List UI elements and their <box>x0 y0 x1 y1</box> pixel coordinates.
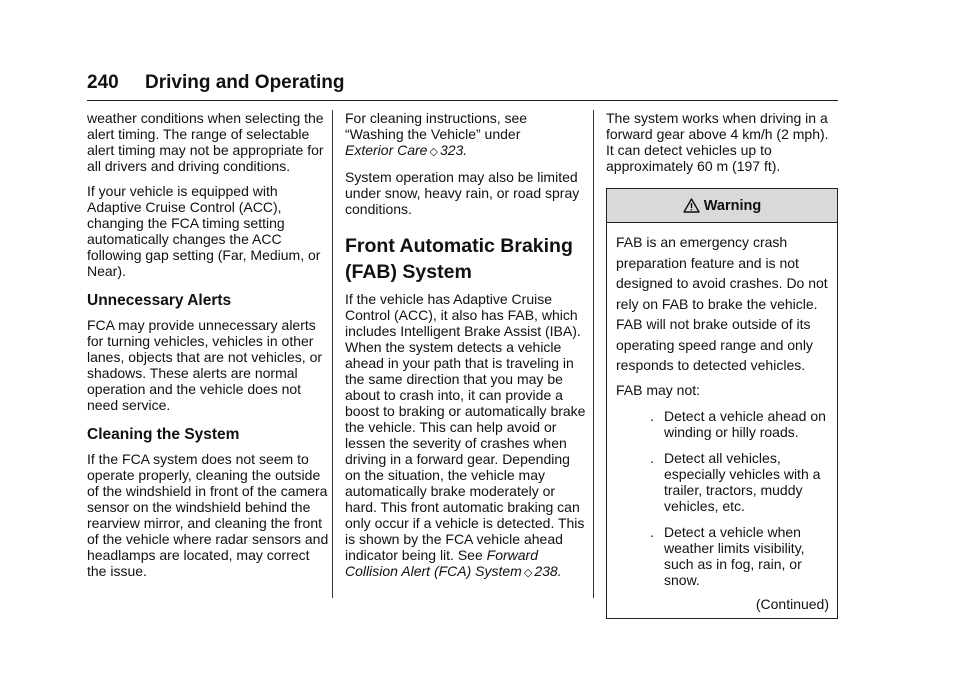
list-item <box>616 524 829 588</box>
warning-lead: FAB may not: <box>616 381 701 398</box>
paragraph: weather conditions when selecting the alert timing. The range of selectable alert timing may not be appropriate for all drivers and driving conditions. <box>87 110 324 174</box>
warning-body <box>607 223 837 618</box>
column-1 <box>87 110 329 588</box>
warning-title: Warning <box>703 197 762 214</box>
section-title: Driving and Operating <box>145 72 345 93</box>
warning-box <box>606 188 838 619</box>
cross-reference-link[interactable]: Exterior Care <box>345 142 428 158</box>
page-header <box>87 70 838 101</box>
list-item <box>616 408 829 440</box>
paragraph: If the vehicle has Adaptive Cruise Control (ACC), it also has FAB, which includes Intelligent Brake Assist (IBA). When the system detects a vehicle ahead in your path that is traveling in the same direction that you may be about to crash into, it can provide a boost to braking or automatically brake the vehicle. This can help avoid or lessen the severity of crashes when driving in a forward gear. Depending on the situation, the vehicle may automatically brake moderately or hard. This front automatic braking can only occur if a vehicle is detected. This is shown by the FCA vehicle ahead indicator being lit. See Forward Collision Alert (FCA) System ◇ 238. <box>345 291 586 579</box>
column-divider <box>593 110 594 598</box>
continued-note: (Continued) <box>755 595 829 612</box>
page-reference-icon: ◇ <box>429 146 438 158</box>
warning-intro: FAB is an emergency crash preparation feature and is not designed to avoid crashes. Do not rely on FAB to brake the vehicle. FAB will not brake outside of its operating speed range and only responds to detected vehicles. <box>616 234 828 373</box>
list-item <box>616 450 829 514</box>
paragraph: System operation may also be limited under snow, heavy rain, or road spray conditions. <box>345 169 580 217</box>
list-item-text: Detect all vehicles, especially vehicles with a trailer, tractors, muddy vehicles, etc. <box>664 449 821 514</box>
bullet-mark: . <box>650 449 654 466</box>
heading-cleaning-the-system: Cleaning the System <box>87 426 240 443</box>
heading-unnecessary-alerts: Unnecessary Alerts <box>87 292 232 309</box>
cross-reference-link[interactable]: Forward Collision Alert (FCA) System <box>345 547 539 579</box>
column-divider <box>332 110 333 598</box>
warning-header <box>607 189 837 223</box>
bullet-mark: . <box>650 523 654 540</box>
heading-front-automatic-braking: Front Automatic Braking (FAB) System <box>345 235 573 283</box>
paragraph: If your vehicle is equipped with Adaptive Cruise Control (ACC), changing the FCA timing setting automatically changes the ACC following gap setting (Far, Medium, or Near). <box>87 183 321 279</box>
paragraph: The system works when driving in a forward gear above 4 km/h (2 mph). It can detect vehicles up to approximately 60 m (197 ft). <box>606 110 829 174</box>
page-reference-icon: ◇ <box>523 567 533 579</box>
page-reference[interactable]: 323. <box>439 142 468 158</box>
page-reference[interactable]: 238. <box>534 563 562 579</box>
column-2 <box>345 110 587 590</box>
page-number: 240 <box>87 72 119 93</box>
paragraph: FCA may provide unnecessary alerts for turning vehicles, vehicles in other lanes, objects that are not vehicles, or shadows. These alerts are normal operation and the vehicle does not need service. <box>87 317 323 413</box>
list-item-text: Detect a vehicle when weather limits visibility, such as in fog, rain, or snow. <box>664 523 805 588</box>
warning-triangle-icon <box>683 198 700 213</box>
warning-bullet-list <box>616 408 829 588</box>
bullet-mark: . <box>650 407 654 424</box>
column-3 <box>606 110 838 619</box>
paragraph: If the FCA system does not seem to operate properly, cleaning the outside of the windshield in front of the camera sensor on the windshield behind the rearview mirror, and cleaning the front of the vehicle where radar sensors and headlamps are located, may correct the issue. <box>87 451 329 579</box>
list-item-text: Detect a vehicle ahead on winding or hilly roads. <box>664 407 826 440</box>
paragraph: For cleaning instructions, see “Washing the Vehicle” under Exterior Care ◇ 323. <box>345 110 528 158</box>
